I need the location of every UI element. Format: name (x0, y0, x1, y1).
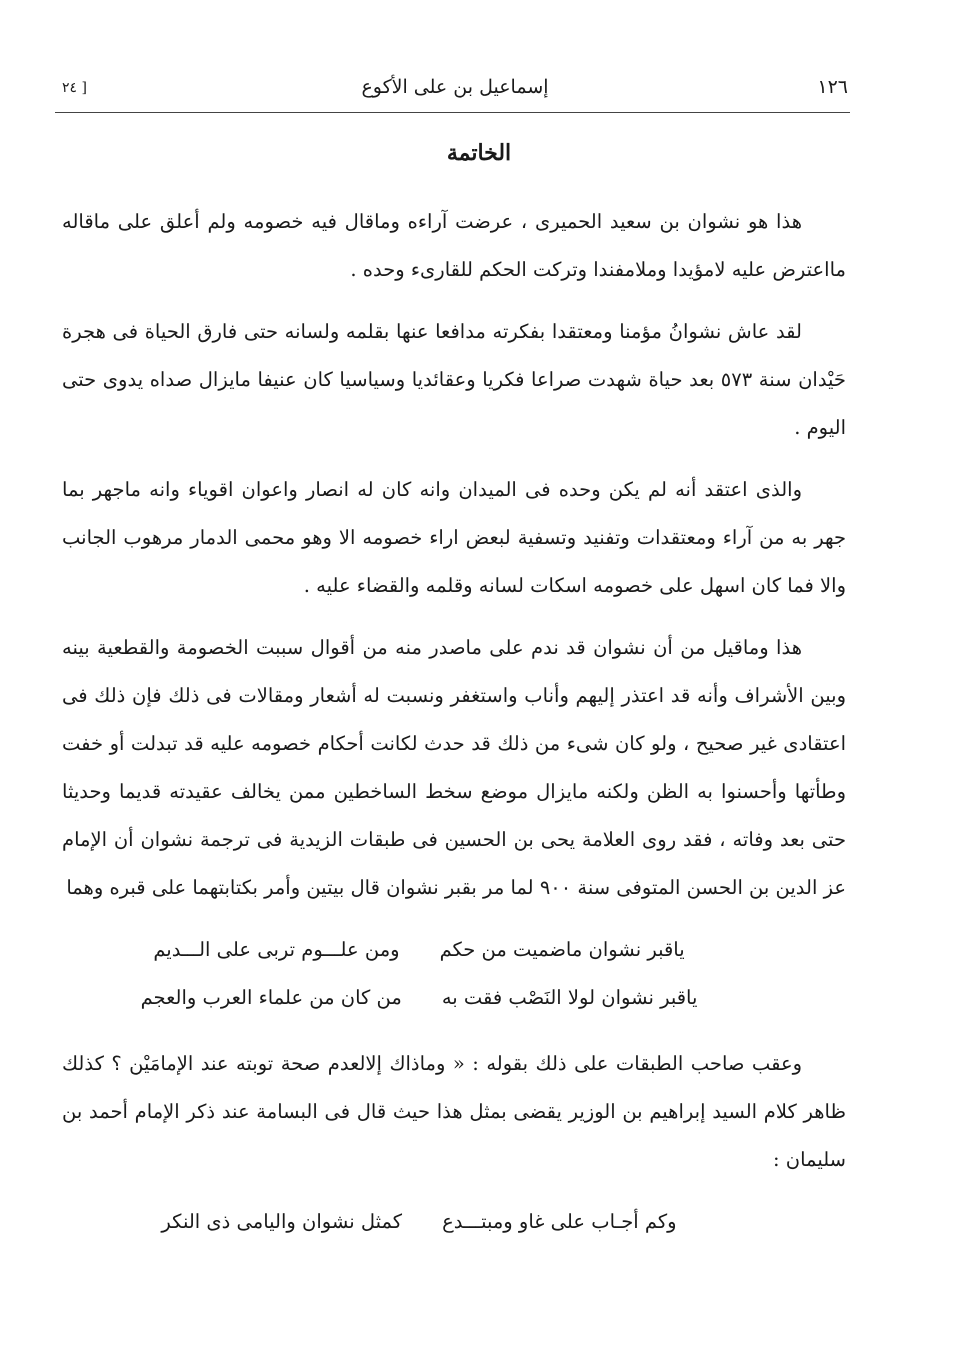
poem-block-2 (62, 1198, 846, 1246)
verse-line (62, 1198, 846, 1246)
verse-line (62, 926, 846, 974)
paragraph-5: وعقب صاحب الطبقات على ذلك بقوله : « وماذاك إلالعدم صحة توبته عند الإمامَيْن ؟ كذلك ظاهر كلام السيد إبراهيم بن الوزير يقضى بمثل هذا حيث قال فى البسامة عند ذكر الإمام أحمد بن سليمان : (62, 1052, 846, 1171)
paragraph-3: والذى اعتقد أنه لم يكن وحده فى الميدان وانه كان له انصار واعوان اقوياء وانه ماجهر بما جهر به من آراء ومعتقدات وتفنيد وتسفية لبعض اراء خصومه الا وهو محمى الدمار مرهوب الجانب والا فما كان اسهل على خصومه اسكات لسانه وقلمه والقضاء عليه . (62, 478, 846, 597)
verse-second-hemistich: ومن علـــوم تربى على الـــديم (153, 938, 400, 961)
paragraph-4: هذا وماقيل من أن نشوان قد ندم على ماصدر منه من أقوال سببت الخصومة والقطعية بينه وبين الأشراف وأنه قد اعتذر إليهم وأناب واستغفر ونسبت له أشعار ومقالات فى ذلك فإن ذلك فى اعتقادى غير صحيح ، ولو كان شىء من ذلك قد حدث لكانت أحكام خصومه عليه قد تبدلت أو خفت وطأتها وأحسنوا به الظن ولكنه مايزال موضع سخط الساخطين ممن يخالف عقيدته قديما وحديثا حتى بعد وفاته ، فقد روى العلامة يحى بن الحسين فى طبقات الزيدية فى ترجمة نشوان أن الإمام عز الدين بن الحسن المتوفى سنة ٩٠٠ لما مر بقبر نشوان قال بيتين وأمر بكتابتهما على قبره وهما (62, 636, 846, 899)
header-rule (55, 112, 850, 113)
verse-second-hemistich: كمثل نشوان واليامى ذى النكر (161, 1210, 403, 1233)
body-text (62, 198, 846, 1264)
poem-block-1 (62, 926, 846, 1022)
page-number: ١٢٦ (817, 76, 848, 98)
verse-first-hemistich: وكم أجـاب على غاو ومبتـــدع (442, 1210, 677, 1233)
verse-first-hemistich: ياقبر نشوان لولا النَصْب فقت به (441, 986, 698, 1009)
verse-line (62, 974, 846, 1022)
running-title: إسماعيل بن على الأكوع (361, 76, 549, 98)
verse-first-hemistich: ياقبر نشوان ماضميت من حكم (439, 938, 685, 961)
signature-mark: [ ٢٤ (62, 80, 87, 96)
paragraph-1: هذا هو نشوان بن سعيد الحميرى ، عرضت آراءه وماقال فيه خصومه ولم أعلق على ماقاله مااعترض عليه لامؤيدا وملامفندا وتركت الحكم للقارىء وحده . (62, 210, 846, 281)
page-header (62, 72, 848, 106)
paragraph-2: لقد عاش نشوانُ مؤمنا ومعتقدا بفكرته مدافعا عنها بقلمه ولسانه حتى فارق الحياة فى هجرة حَيْدان سنة ٥٧٣ بعد حياة شهدت صراعا فكريا وعقائديا وسياسيا كان عنيفا مايزال صداه يدوى حتى اليوم . (62, 320, 846, 439)
section-title: الخاتمة (446, 140, 512, 166)
verse-second-hemistich: من كان من علماء العرب والعجم (140, 986, 402, 1009)
